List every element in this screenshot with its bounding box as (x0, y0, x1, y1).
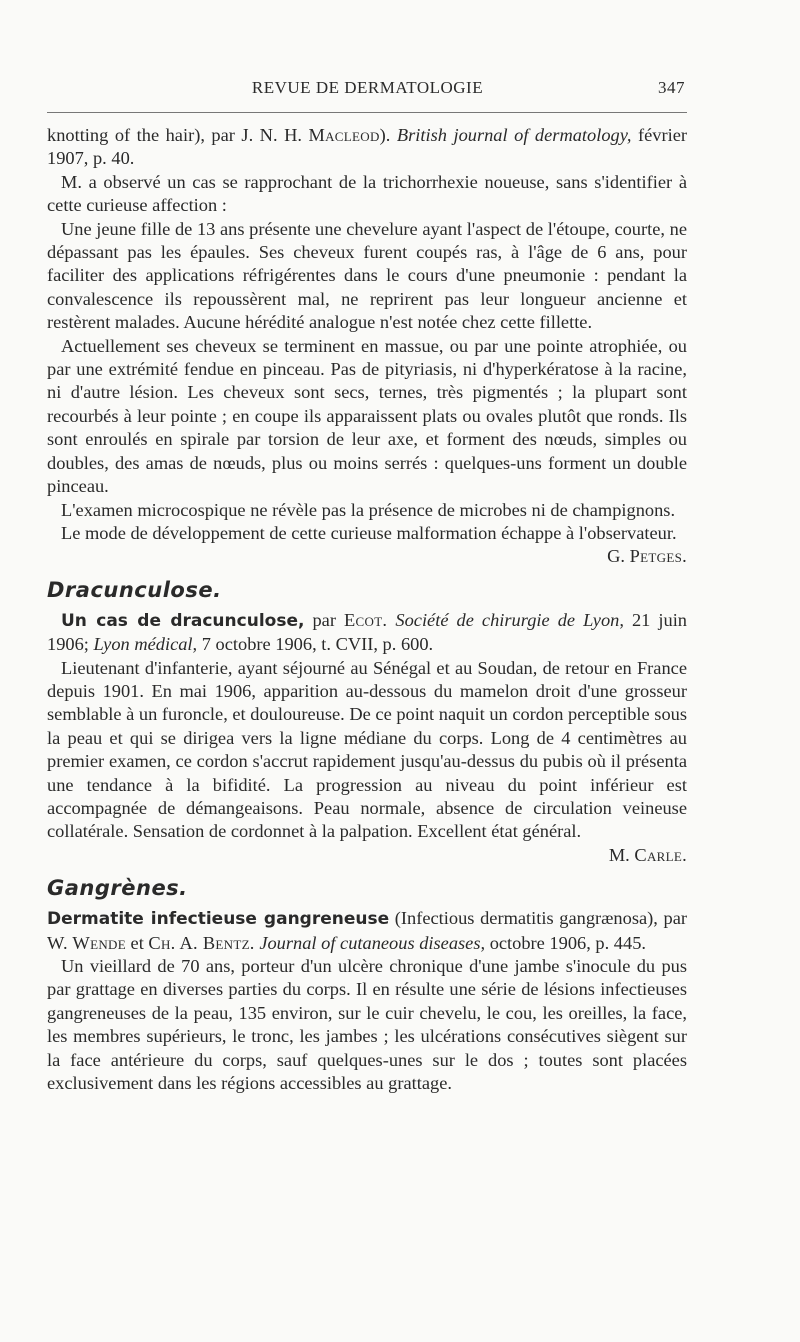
article-reference: Dermatite infectieuse gangreneuse (Infectious dermatitis gangrænosa), par W. Wende et Ch. A. Bentz. Journal of cutaneous diseases, octobre 1906, p. 445. (47, 908, 687, 953)
intro-reference: knotting of the hair), par J. N. H. Macleod). British journal of dermatology, février 1907, p. 40. (47, 125, 687, 169)
paragraph: Lieutenant d'infanterie, ayant séjourné au Sénégal et au Soudan, de retour en France depuis 1901. En mai 1906, apparition au-dessous du mamelon droit d'une grosseur semblable à un furoncle, et douloureuse. De ce point naquit un cordon perceptible sous la peau et qui se dirigea vers la ligne médiane du corps. Long de 4 centimètres au premier examen, ce cordon s'accrut rapidement jusqu'au-dessus du pubis où il présenta une tendance à la bifidité. La progression au niveau du point inférieur est accompagnée de démangeaisons. Peau normale, absence de circulation veineuse collatérale. Sensation de cordonnet à la palpation. Excellent état général. (47, 657, 687, 842)
paragraph: Le mode de développement de cette curieuse malformation échappe à l'observateur. (61, 522, 677, 543)
paragraph: M. a observé un cas se rapprochant de la trichorrhexie noueuse, sans s'identifier à cette curieuse affection : (47, 171, 687, 216)
author-name: Macleod (308, 125, 380, 145)
signature-line (47, 545, 687, 568)
paragraph: Un vieillard de 70 ans, porteur d'un ulcère chronique d'une jambe s'inocule du pus par grattage en diverses parties du corps. Il en résulte une série de lésions infectieuses gangreneuses de la peau, 135 environ, sur le cuir chevelu, le cou, les oreilles, la face, les membres supérieurs, le tronc, les jambes ; les ulcérations consécutives siègent sur la face antérieure du corps, sauf quelques-unes sur le dos ; toutes sont placées exclusivement dans les régions accessibles au grattage. (47, 956, 687, 1094)
article-title: Un cas de dracunculose, (61, 610, 305, 631)
paragraph: L'examen microcospique ne révèle pas la présence de microbes ni de champignons. (61, 499, 676, 520)
paragraph: Actuellement ses cheveux se terminent en massue, ou par une pointe atrophiée, ou par une extrémité fendue en pinceau. Pas de pityriasis, ni d'hyperkératose à la racine, ni d'autre lésion. Les cheveux sont secs, ternes, très pigmentés ; la plupart sont recourbés à leur pointe ; en coupe ils apparaissent plats ou ovales plutôt que ronds. Ils sont enroulés en spirale par torsion de leur axe, et forment des nœuds, simples ou doubles, des amas de nœuds, plus ou moins serrés : quelques-uns forment un double pinceau. (47, 335, 687, 497)
journal-title: REVUE DE DERMATOLOGIE (251, 78, 484, 97)
header-rule (47, 112, 687, 113)
signature-line (47, 844, 687, 867)
article-reference: Un cas de dracunculose, par Ecot. Société de chirurgie de Lyon, 21 juin 1906; Lyon médical, 7 octobre 1906, t. CVII, p. 600. (47, 609, 688, 655)
signature: M. Carle. (608, 844, 687, 865)
page-number: 347 (658, 78, 685, 97)
author-name: W. Wende (47, 932, 126, 953)
article-body (47, 124, 687, 1095)
running-header (50, 78, 685, 100)
author-name: Ch. A. Bentz. (148, 932, 255, 953)
section-heading: Dracunculose. (47, 577, 222, 602)
journal-name: British journal of dermatology, (396, 125, 632, 145)
signature: G. Petges. (607, 546, 687, 567)
section-heading: Gangrènes. (47, 876, 188, 901)
article-title: Dermatite infectieuse gangreneuse (47, 909, 390, 930)
author-name: Ecot. (344, 609, 388, 630)
paragraph: Une jeune fille de 13 ans présente une chevelure ayant l'aspect de l'étoupe, courte, ne dépassant pas les épaules. Ses cheveux furent coupés ras, à l'âge de 6 ans, pour faciliter des applications réfrigérentes dans le cours d'une pneumonie : pendant la convalescence ils repoussèrent mal, ne reprirent pas leur longueur ancienne et restèrent malades. Aucune hérédité analogue n'est notée chez cette fillette. (47, 218, 687, 333)
